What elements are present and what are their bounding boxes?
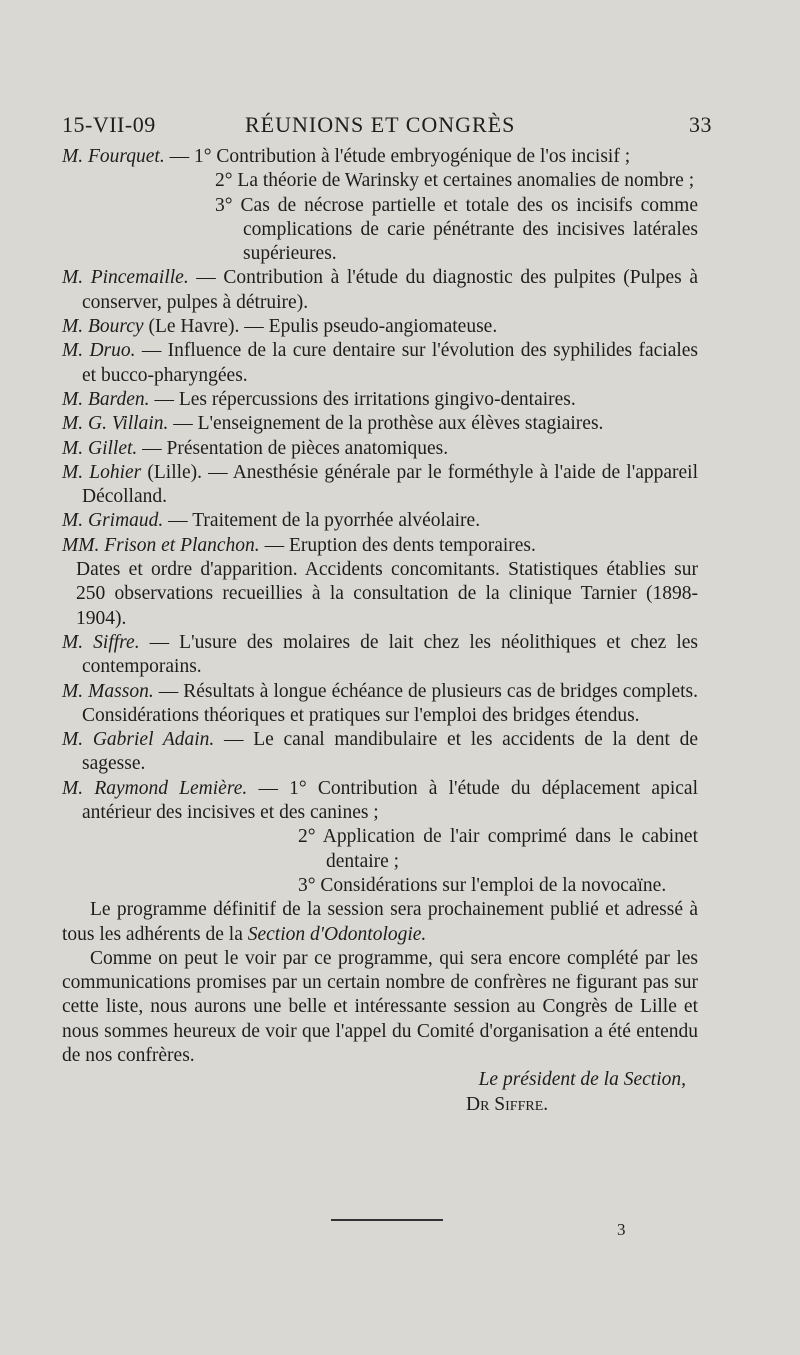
running-header <box>62 112 712 142</box>
entry-frison-planchon: MM. Frison et Planchon. — Eruption des dents temporaires. <box>62 534 536 556</box>
entry-druo: M. Druo. — Influence de la cure dentaire sur l'évolution des syphilides faciales et bucco-pharyngées. <box>62 340 699 386</box>
entry-bourcy: M. Bourcy (Le Havre). — Epulis pseudo-angiomateuse. <box>62 316 498 338</box>
entry-gillet: M. Gillet. — Présentation de pièces anatomiques. <box>62 437 449 459</box>
entry-fourquet: M. Fourquet. — 1° Contribution à l'étude embryogénique de l'os incisif ; <box>62 146 631 167</box>
entry-pincemaille: M. Pincemaille. — Contribution à l'étude du diagnostic des pulpites (Pulpes à conserver, pulpes à détruire). <box>62 267 698 313</box>
entry-adain: M. Gabriel Adain. — Le canal mandibulaire et les accidents de la dent de sagesse. <box>62 729 698 775</box>
body-text <box>62 145 698 1117</box>
separator-rule <box>331 1219 443 1221</box>
signature-role: Le président de la Section, <box>478 1069 686 1091</box>
entry-barden: M. Barden. — Les répercussions des irritations gingivo-dentaires. <box>62 388 576 410</box>
header-date: 15-VII-09 <box>62 112 156 137</box>
signature-mark: 3 <box>617 1220 626 1239</box>
entry-sub-item: 3° Considérations sur l'emploi de la novocaïne. <box>298 874 667 896</box>
header-title: RÉUNIONS ET CONGRÈS <box>245 112 516 137</box>
signature-name: Dr Siffre. <box>466 1093 549 1115</box>
closing-paragraph: Comme on peut le voir par ce programme, qui sera encore complété par les communications promises par un certain nombre de confrères ne figurant pas sur cette liste, nous aurons une belle et intéressante session au Congrès de Lille et nous sommes heureux de voir que l'appel du Comité d'organisation a été entendu de nos confrères. <box>62 947 698 1066</box>
entry-grimaud: M. Grimaud. — Traitement de la pyorrhée alvéolaire. <box>62 510 481 532</box>
entry-sub-item: 3° Cas de nécrose partielle et totale des os incisifs comme complications de carie pénétrante des incisives latérales supérieures. <box>215 194 698 265</box>
entry-masson: M. Masson. — Résultats à longue échéance de plusieurs cas de bridges complets. Considérations théoriques et pratiques sur l'emploi des bridges étendus. <box>62 680 698 726</box>
entry-lohier: M. Lohier (Lille). — Anesthésie générale par le forméthyle à l'aide de l'appareil Décolland. <box>62 461 698 508</box>
closing-paragraph: Le programme définitif de la session sera prochainement publié et adressé à tous les adhérents de la Section d'Odontologie. <box>62 899 698 945</box>
entry-continuation: Dates et ordre d'apparition. Accidents concomitants. Statistiques établies sur 250 observations recueillies à la consultation de la clinique Tarnier (1898-1904). <box>76 559 698 629</box>
page-number: 33 <box>689 112 712 137</box>
entry-villain: M. G. Villain. — L'enseignement de la prothèse aux élèves stagiaires. <box>62 413 604 435</box>
entry-siffre: M. Siffre. — L'usure des molaires de lait chez les néolithiques et chez les contemporains. <box>62 631 698 678</box>
entry-sub-item: 2° La théorie de Warinsky et certaines anomalies de nombre ; <box>215 170 695 192</box>
entry-sub-item: 2° Application de l'air comprimé dans le cabinet dentaire ; <box>298 826 698 872</box>
entry-lemiere: M. Raymond Lemière. — 1° Contribution à l'étude du déplacement apical antérieur des incisives et des canines ; <box>62 777 698 824</box>
